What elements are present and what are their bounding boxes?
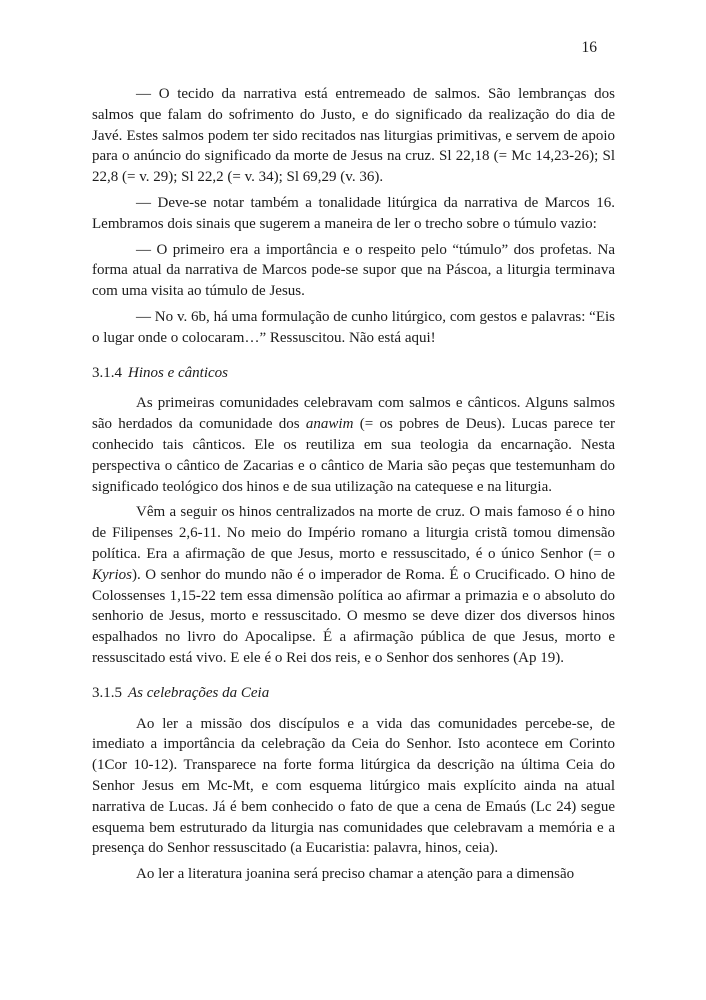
- paragraph-text: — O tecido da narrativa está entremeado de salmos. São lembranças dos salmos que falam do sofrimento do Justo, e do significado da realização do dia de Javé. Estes salmos podem ter sido recitados nas liturgias primitivas, e servem de apoio para o anúncio do significado da morte de Jesus na cruz. Sl 22,18 (= Mc 14,23-26); Sl 22,8 (= v. 29); Sl 22,2 (= v. 34); Sl 69,29 (v. 36).: [92, 86, 615, 186]
- paragraph-text: As primeiras comunidades celebravam com salmos e cânticos. Alguns salmos são herdados da comunidade dos: [92, 395, 615, 433]
- paragraph: [92, 240, 615, 302]
- section-number: 3.1.5: [92, 684, 122, 701]
- paragraph-text: — Deve-se notar também a tonalidade litúrgica da narrativa de Marcos 16. Lembramos dois sinais que sugerem a maneira de ler o trecho sobre o túmulo vazio:: [92, 194, 615, 232]
- paragraph: [92, 193, 615, 235]
- document-body: [92, 84, 615, 885]
- section-heading-3-1-4: [92, 363, 615, 384]
- paragraph-text: (= os pobres de Deus). Lucas parece ter conhecido tais cânticos. Ele os reutiliza em sua teologia da encarnação. Nesta perspectiva o cântico de Zacarias e o cântico de Maria são peças que testemunham do significado teológico dos hinos e de sua utilização na catequese e na liturgia.: [92, 416, 615, 495]
- page-header: [92, 40, 615, 56]
- paragraph-text: Ao ler a literatura joanina será preciso chamar a atenção para a dimensão: [136, 866, 575, 883]
- paragraph: [92, 307, 615, 349]
- section-number: 3.1.4: [92, 364, 122, 381]
- paragraph-text: Vêm a seguir os hinos centralizados na morte de cruz. O mais famoso é o hino de Filipenses 2,6-11. No meio do Império romano a liturgia cristã tomou dimensão política. Era a afirmação de que Jesus, morto e ressuscitado, é o único Senhor (= o: [92, 504, 615, 562]
- paragraph-text: ). O senhor do mundo não é o imperador de Roma. É o Crucificado. O hino de Colossenses 1,15-22 tem essa dimensão política ao afirmar a primazia e o absoluto do senhorio de Jesus, morto e ressuscitado. O mesmo se deve dizer dos diversos hinos espalhados no livro do Apocalipse. É a afirmação pública de que Jesus, morto e ressuscitado está vivo. E ele é o Rei dos reis, e o Senhor dos senhores (Ap 19).: [92, 566, 615, 666]
- paragraph-text: Ao ler a missão dos discípulos e a vida das comunidades percebe-se, de imediato a importância da celebração da Ceia do Senhor. Isto acontece em Corinto (1Cor 10-12). Transparece na forte forma litúrgica da descrição na última Ceia do Senhor Jesus em Mc-Mt, e com esquema litúrgico mais explícito ainda na atual narrativa de Lucas. Já é bem conhecido o fato de que a cena de Emaús (Lc 24) segue esquema bem estruturado da liturgia nas comunidades que celebravam a memória e a presença do Senhor ressuscitado (a Eucaristia: palavra, hinos, ceia).: [92, 715, 615, 857]
- section-title: Hinos e cânticos: [128, 364, 228, 381]
- paragraph: [92, 393, 615, 497]
- italic-term: Kyrios: [92, 566, 133, 583]
- paragraph: [92, 864, 615, 885]
- paragraph: [92, 714, 615, 860]
- page-number: 16: [581, 39, 597, 56]
- paragraph: [92, 502, 615, 668]
- paragraph-text: — No v. 6b, há uma formulação de cunho litúrgico, com gestos e palavras: “Eis o lugar onde o colocaram…” Ressuscitou. Não está aqui!: [92, 308, 615, 346]
- paragraph: [92, 84, 615, 188]
- paragraph-text: — O primeiro era a importância e o respeito pelo “túmulo” dos profetas. Na forma atual da narrativa de Marcos pode-se supor que na Páscoa, a liturgia terminava com uma visita ao túmulo de Jesus.: [92, 241, 615, 300]
- italic-term: anawim: [305, 416, 354, 433]
- section-title: As celebrações da Ceia: [128, 684, 270, 701]
- section-heading-3-1-5: [92, 683, 615, 704]
